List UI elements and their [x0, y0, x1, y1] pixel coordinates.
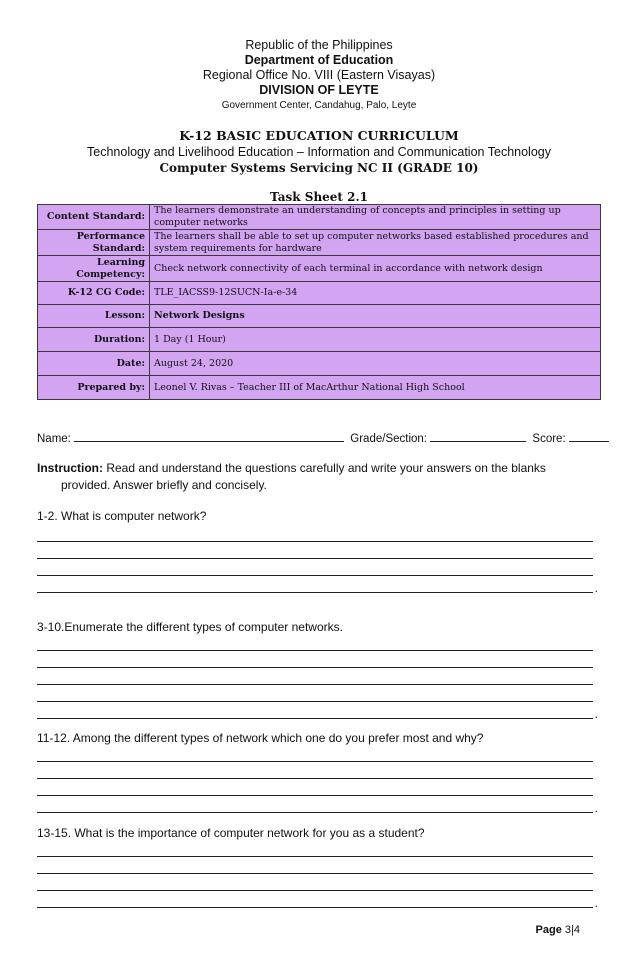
row-label: Duration:	[38, 328, 150, 352]
header-department: Department of Education	[244, 53, 394, 67]
row-label: Prepared by:	[38, 376, 150, 400]
row-value: The learners demonstrate an understanding of concepts and principles in setting up computer networks	[150, 205, 601, 230]
answer-lines-1[interactable]	[37, 525, 598, 595]
instruction-block	[37, 460, 597, 494]
table-row	[38, 376, 601, 400]
table-row	[38, 205, 601, 230]
row-value: Leonel V. Rivas – Teacher III of MacArthur National High School	[150, 376, 601, 400]
curriculum-title: K-12 BASIC EDUCATION CURRICULUM	[179, 128, 459, 143]
grade-section-label: Grade/Section:	[350, 433, 427, 445]
page-footer	[536, 924, 580, 936]
answer-line[interactable]	[37, 745, 593, 762]
grade-section-field[interactable]	[430, 430, 526, 442]
table-row	[38, 282, 601, 305]
header-regional-office: Regional Office No. VIII (Eastern Visayas)	[202, 68, 436, 82]
answer-line[interactable]	[37, 634, 593, 651]
name-label: Name:	[37, 433, 71, 445]
table-row	[38, 305, 601, 328]
answer-lines-2[interactable]	[37, 634, 598, 721]
page-number: 3|4	[561, 924, 580, 936]
row-value: August 24, 2020	[150, 352, 601, 376]
document-header	[0, 38, 638, 113]
header-address: Government Center, Candahug, Palo, Leyte	[221, 100, 417, 111]
table-row	[38, 256, 601, 282]
score-label: Score:	[532, 433, 566, 445]
name-field[interactable]	[74, 430, 344, 442]
instruction-text-cont: provided. Answer briefly and concisely.	[61, 478, 267, 492]
answer-lines-4[interactable]	[37, 840, 598, 910]
instruction-text: Read and understand the questions carefully and write your answers on the blanks	[103, 461, 546, 475]
row-label: K-12 CG Code:	[38, 282, 150, 305]
answer-line[interactable]: .	[37, 576, 593, 593]
header-republic: Republic of the Philippines	[245, 38, 393, 52]
page-label: Page	[535, 924, 562, 936]
question-4: 13-15. What is the importance of computer network for you as a student?	[37, 826, 425, 840]
curriculum-grade: Computer Systems Servicing NC II (GRADE 10)	[159, 161, 479, 175]
row-value: Network Designs	[150, 305, 601, 328]
answer-lines-3[interactable]	[37, 745, 598, 815]
answer-line[interactable]	[37, 685, 593, 702]
answer-line[interactable]	[37, 779, 593, 796]
answer-line[interactable]	[37, 857, 593, 874]
answer-line[interactable]: .	[37, 891, 593, 908]
answer-line[interactable]: .	[37, 796, 593, 813]
row-label: Date:	[38, 352, 150, 376]
row-value: TLE_IACSS9-12SUCN-Ia-e-34	[150, 282, 601, 305]
row-value: The learners shall be able to set up computer networks based established procedures and system requirements for hardware	[150, 230, 601, 256]
instruction-label: Instruction:	[37, 461, 103, 475]
answer-line[interactable]	[37, 542, 593, 559]
table-row	[38, 230, 601, 256]
score-field[interactable]	[569, 430, 609, 442]
table-row	[38, 328, 601, 352]
row-label: Lesson:	[38, 305, 150, 328]
row-label: Performance Standard:	[38, 230, 150, 256]
task-sheet-title: Task Sheet 2.1	[269, 190, 369, 204]
row-label: Content Standard:	[38, 205, 150, 230]
question-1: 1-2. What is computer network?	[37, 509, 207, 523]
answer-line[interactable]: .	[37, 702, 593, 719]
answer-line[interactable]	[37, 525, 593, 542]
lesson-info-table	[37, 204, 601, 400]
student-info-row	[37, 430, 601, 445]
curriculum-block	[0, 128, 638, 176]
header-division: DIVISION OF LEYTE	[259, 83, 379, 97]
answer-line[interactable]	[37, 874, 593, 891]
table-row	[38, 352, 601, 376]
answer-line[interactable]	[37, 668, 593, 685]
answer-line[interactable]	[37, 762, 593, 779]
question-2: 3-10.Enumerate the different types of computer networks.	[37, 620, 343, 634]
answer-line[interactable]	[37, 840, 593, 857]
row-value: 1 Day (1 Hour)	[150, 328, 601, 352]
row-value: Check network connectivity of each terminal in accordance with network design	[150, 256, 601, 282]
curriculum-subtitle: Technology and Livelihood Education – Information and Communication Technology	[87, 145, 551, 159]
row-label: Learning Competency:	[38, 256, 150, 282]
question-3: 11-12. Among the different types of network which one do you prefer most and why?	[37, 731, 484, 745]
answer-line[interactable]	[37, 651, 593, 668]
answer-line[interactable]	[37, 559, 593, 576]
